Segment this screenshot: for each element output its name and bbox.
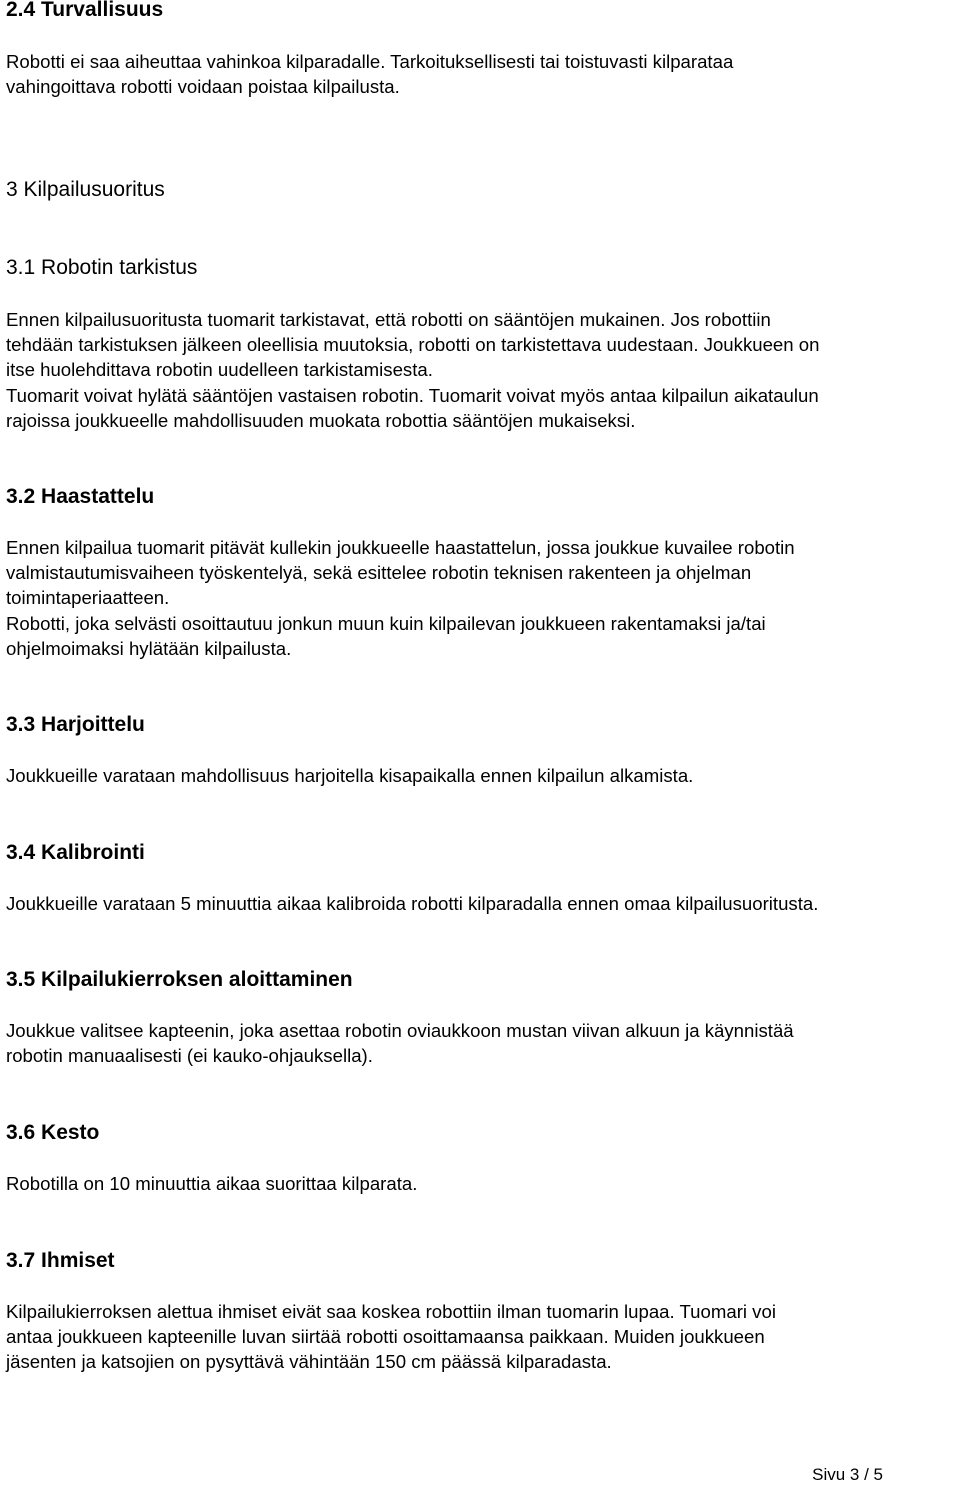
text-line: Tuomarit voivat hylätä sääntöjen vastaisen robotin. Tuomarit voivat myös antaa kilpailun aikataulun — [6, 384, 819, 406]
text-line: Joukkueille varataan mahdollisuus harjoitella kisapaikalla ennen kilpailun alkamista. — [6, 765, 694, 786]
text-line: jäsenten ja katsojien on pysyttävä vähintään 150 cm päässä kilparadasta. — [6, 1351, 612, 1373]
text-line: Joukkueille varataan 5 minuuttia aikaa kalibroida robotti kilparadalla ennen omaa kilpailusuoritusta. — [6, 893, 819, 914]
text-line: Ennen kilpailusuoritusta tuomarit tarkistavat, että robotti on sääntöjen mukainen. Jos robottiin — [6, 309, 771, 330]
text-line: Robotti ei saa aiheuttaa vahinkoa kilparadalle. Tarkoituksellisesti tai toistuvasti kilparataa — [6, 51, 734, 72]
section-body-3-3 — [6, 763, 960, 788]
text-line: toimintaperiaatteen. — [6, 587, 170, 609]
text-line: Robotti, joka selvästi osoittautuu jonkun muun kuin kilpailevan joukkueen rakentamaksi ja/tai — [6, 612, 766, 634]
section-body-3-4 — [6, 891, 960, 916]
page-number: Sivu 3 / 5 — [812, 1465, 883, 1484]
text-line: valmistautumisvaiheen työskentelyä, sekä esittelee robotin teknisen rakenteen ja ohjelman — [6, 562, 752, 584]
section-heading-3-1: 3.1 Robotin tarkistus — [6, 256, 198, 279]
text-line: ohjelmoimaksi hylätään kilpailusta. — [6, 637, 292, 659]
text-line: antaa joukkueen kapteenille luvan siirtää robotti osoittamaansa paikkaan. Muiden joukkueen — [6, 1326, 765, 1348]
text-line: tehdään tarkistuksen jälkeen oleellisia muutoksia, robotti on tarkistettava uudestaan. Joukkueen on — [6, 334, 820, 356]
section-heading-3-7: 3.7 Ihmiset — [6, 1249, 115, 1272]
text-line: itse huolehdittava robotin uudelleen tarkistamisesta. — [6, 359, 433, 381]
section-body-3-6 — [6, 1171, 960, 1196]
section-body-3-1 — [6, 307, 960, 433]
text-line: robotin manuaalisesti (ei kauko-ohjauksella). — [6, 1045, 373, 1067]
text-line: Joukkue valitsee kapteenin, joka asettaa robotin oviaukkoon mustan viivan alkuun ja käynnistää — [6, 1020, 794, 1041]
text-line: Ennen kilpailua tuomarit pitävät kullekin joukkueelle haastattelun, jossa joukkue kuvailee robotin — [6, 537, 795, 558]
section-heading-3-6: 3.6 Kesto — [6, 1121, 100, 1144]
chapter-heading-3: 3 Kilpailusuoritus — [6, 178, 165, 201]
text-line: Robotilla on 10 minuuttia aikaa suorittaa kilparata. — [6, 1173, 418, 1194]
section-heading-3-5: 3.5 Kilpailukierroksen aloittaminen — [6, 968, 353, 991]
section-heading-3-2: 3.2 Haastattelu — [6, 485, 155, 508]
text-line: vahingoittava robotti voidaan poistaa kilpailusta. — [6, 76, 400, 98]
text-line: Kilpailukierroksen alettua ihmiset eivät saa koskea robottiin ilman tuomarin lupaa. Tuomari voi — [6, 1301, 776, 1322]
section-heading-3-3: 3.3 Harjoittelu — [6, 713, 145, 736]
section-heading-2-4: 2.4 Turvallisuus — [6, 0, 164, 21]
section-heading-3-4: 3.4 Kalibrointi — [6, 841, 145, 864]
section-body-3-7 — [6, 1299, 960, 1375]
section-body-3-2 — [6, 535, 960, 661]
text-line: rajoissa joukkueelle mahdollisuuden muokata robottia sääntöjen mukaiseksi. — [6, 409, 636, 431]
section-body-3-5 — [6, 1018, 960, 1068]
section-body-2-4 — [6, 49, 960, 99]
